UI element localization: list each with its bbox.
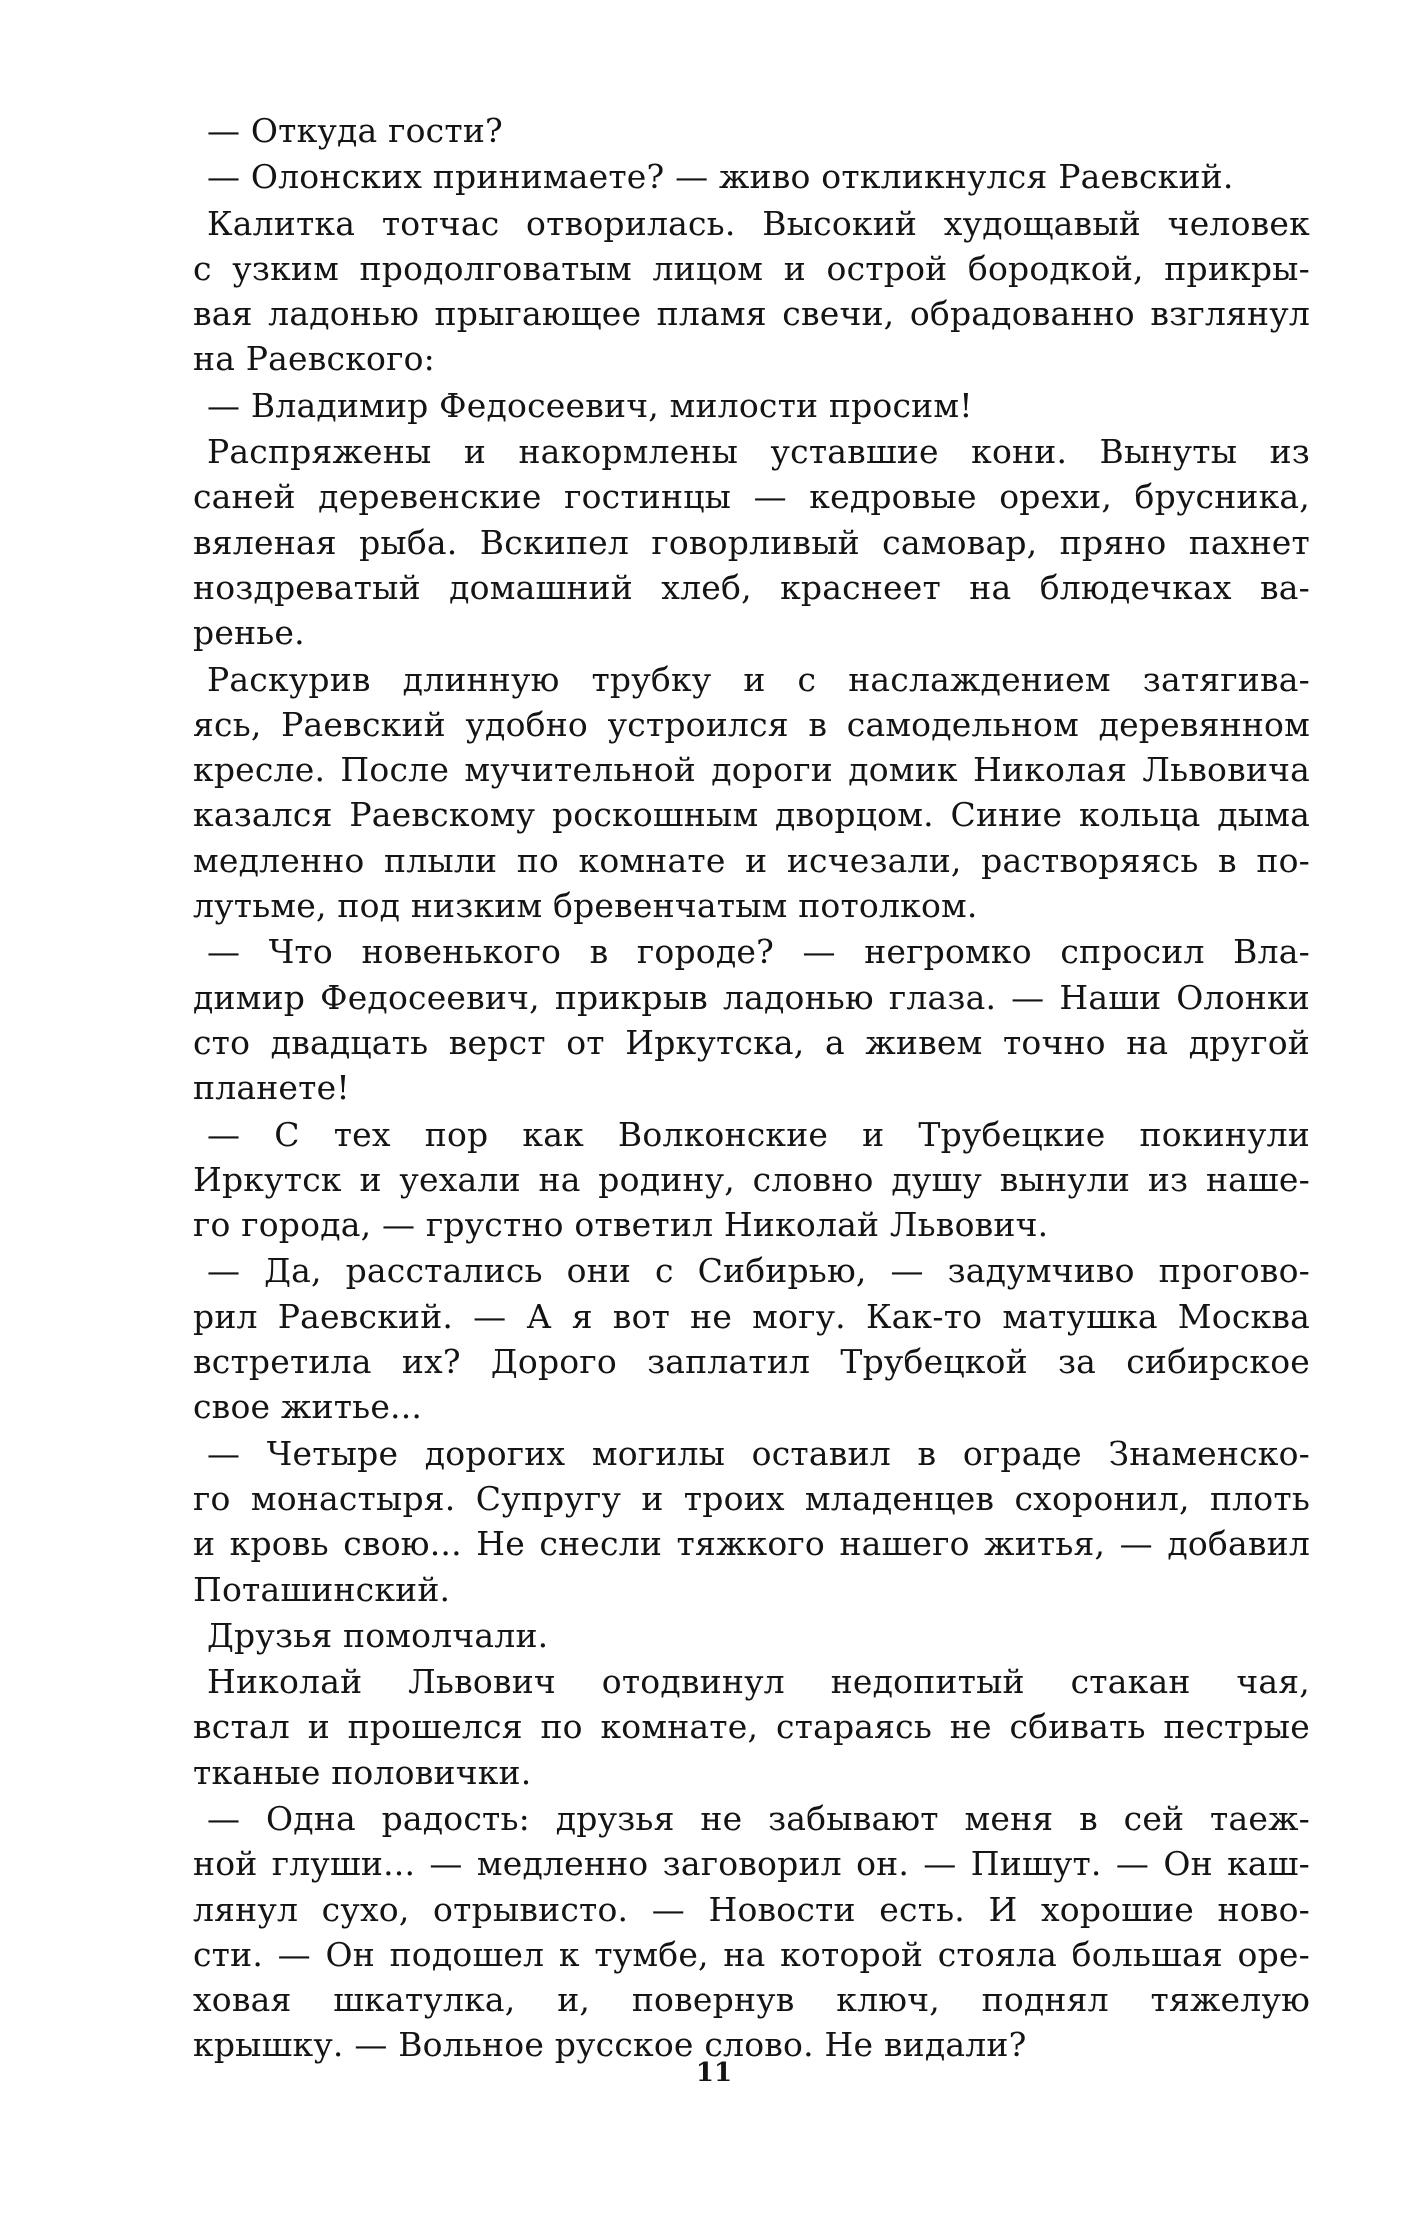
paragraph <box>193 201 1310 382</box>
page-body <box>193 108 1310 2069</box>
text-line: встретила их? Дорого заплатил Трубецкой за сибирское <box>193 1342 1310 1382</box>
text-line: — Одна радость: друзья не забывают меня в сей таеж- <box>207 1798 1310 1838</box>
paragraph <box>193 1659 1310 1795</box>
paragraph <box>193 1431 1310 1612</box>
text-line: вая ладонью прыгающее пламя свечи, обрадованно взглянул <box>193 294 1310 334</box>
text-line: свое житье... <box>193 1387 423 1427</box>
text-line: Распряжены и накормлены уставшие кони. Вынуты из <box>207 432 1310 472</box>
paragraph <box>193 108 1310 153</box>
text-line: сти. — Он подошел к тумбе, на которой стояла большая оре- <box>193 1934 1310 1974</box>
text-line: — Четыре дорогих могилы оставил в ограде Знаменско- <box>207 1433 1310 1473</box>
text-line: го монастыря. Супругу и троих младенцев схоронил, плоть <box>193 1478 1310 1518</box>
text-line: — С тех пор как Волконские и Трубецкие покинули <box>207 1114 1310 1154</box>
paragraph <box>193 929 1310 1110</box>
text-line: — Что новенького в городе? — негромко спросил Вла- <box>207 932 1310 972</box>
text-line: Иркутск и уехали на родину, словно душу вынули из наше- <box>193 1159 1310 1199</box>
text-line: ховая шкатулка, и, повернув ключ, поднял тяжелую <box>193 1980 1310 2020</box>
text-line: на Раевского: <box>193 339 435 379</box>
text-line: го города, — грустно ответил Николай Львович. <box>193 1205 1049 1245</box>
text-line: планете! <box>193 1068 350 1108</box>
text-line: лутьме, под низким бревенчатым потолком. <box>193 886 978 926</box>
paragraph <box>193 154 1310 199</box>
text-line: крышку. — Вольное русское слово. Не видали? <box>193 2025 1027 2065</box>
text-line: сто двадцать верст от Иркутска, а живем точно на другой <box>193 1022 1310 1062</box>
text-line: тканые половички. <box>193 1752 532 1792</box>
paragraph <box>193 1112 1310 1248</box>
text-line: и кровь свою... Не снесли тяжкого нашего житья, — добавил <box>193 1524 1310 1564</box>
page-number: 11 <box>695 2058 733 2088</box>
text-line: медленно плыли по комнате и исчезали, растворяясь в по- <box>193 840 1310 880</box>
text-line: встал и прошелся по комнате, стараясь не сбивать пестрые <box>193 1707 1310 1747</box>
text-line: Поташинский. <box>193 1569 451 1609</box>
text-line: вяленая рыба. Вскипел говорливый самовар, пряно пахнет <box>193 522 1310 562</box>
text-line: Калитка тотчас отворилась. Высокий худощавый человек <box>207 203 1310 243</box>
text-line: — Откуда гости? <box>207 111 503 150</box>
text-line: с узким продолговатым лицом и острой бородкой, прикры- <box>193 248 1310 288</box>
text-line: — Да, расстались они с Сибирью, — задумчиво прогово- <box>207 1251 1310 1291</box>
text-line: — Владимир Федосеевич, милости просим! <box>207 385 973 425</box>
paragraph <box>193 1796 1310 2068</box>
text-line: ноздреватый домашний хлеб, краснеет на блюдечках ва- <box>193 567 1310 607</box>
paragraph <box>193 1248 1310 1429</box>
paragraph <box>193 1613 1310 1658</box>
text-line: кресле. После мучительной дороги домик Николая Львовича <box>193 750 1310 790</box>
text-line: ясь, Раевский удобно устроился в самодельном деревянном <box>193 704 1310 744</box>
text-line: рил Раевский. — А я вот не могу. Как-то матушка Москва <box>193 1296 1310 1336</box>
text-line: ренье. <box>193 613 305 653</box>
text-line: Раскурив длинную трубку и с наслаждением затягива- <box>207 659 1310 699</box>
paragraph <box>193 383 1310 428</box>
text-line: — Олонских принимаете? — живо откликнулся Раевский. <box>207 157 1234 197</box>
text-line: лянул сухо, отрывисто. — Новости есть. И хорошие ново- <box>193 1889 1310 1929</box>
text-line: Николай Львович отодвинул недопитый стакан чая, <box>207 1662 1310 1702</box>
paragraph <box>193 429 1310 655</box>
text-line: казался Раевскому роскошным дворцом. Синие кольца дыма <box>193 795 1310 835</box>
text-line: саней деревенские гостинцы — кедровые орехи, брусника, <box>193 477 1310 517</box>
text-line: ной глуши... — медленно заговорил он. — Пишут. — Он каш- <box>193 1844 1310 1884</box>
text-line: димир Федосеевич, прикрыв ладонью глаза. — Наши Олонки <box>193 977 1310 1017</box>
text-line: Друзья помолчали. <box>207 1615 549 1655</box>
paragraph <box>193 657 1310 929</box>
